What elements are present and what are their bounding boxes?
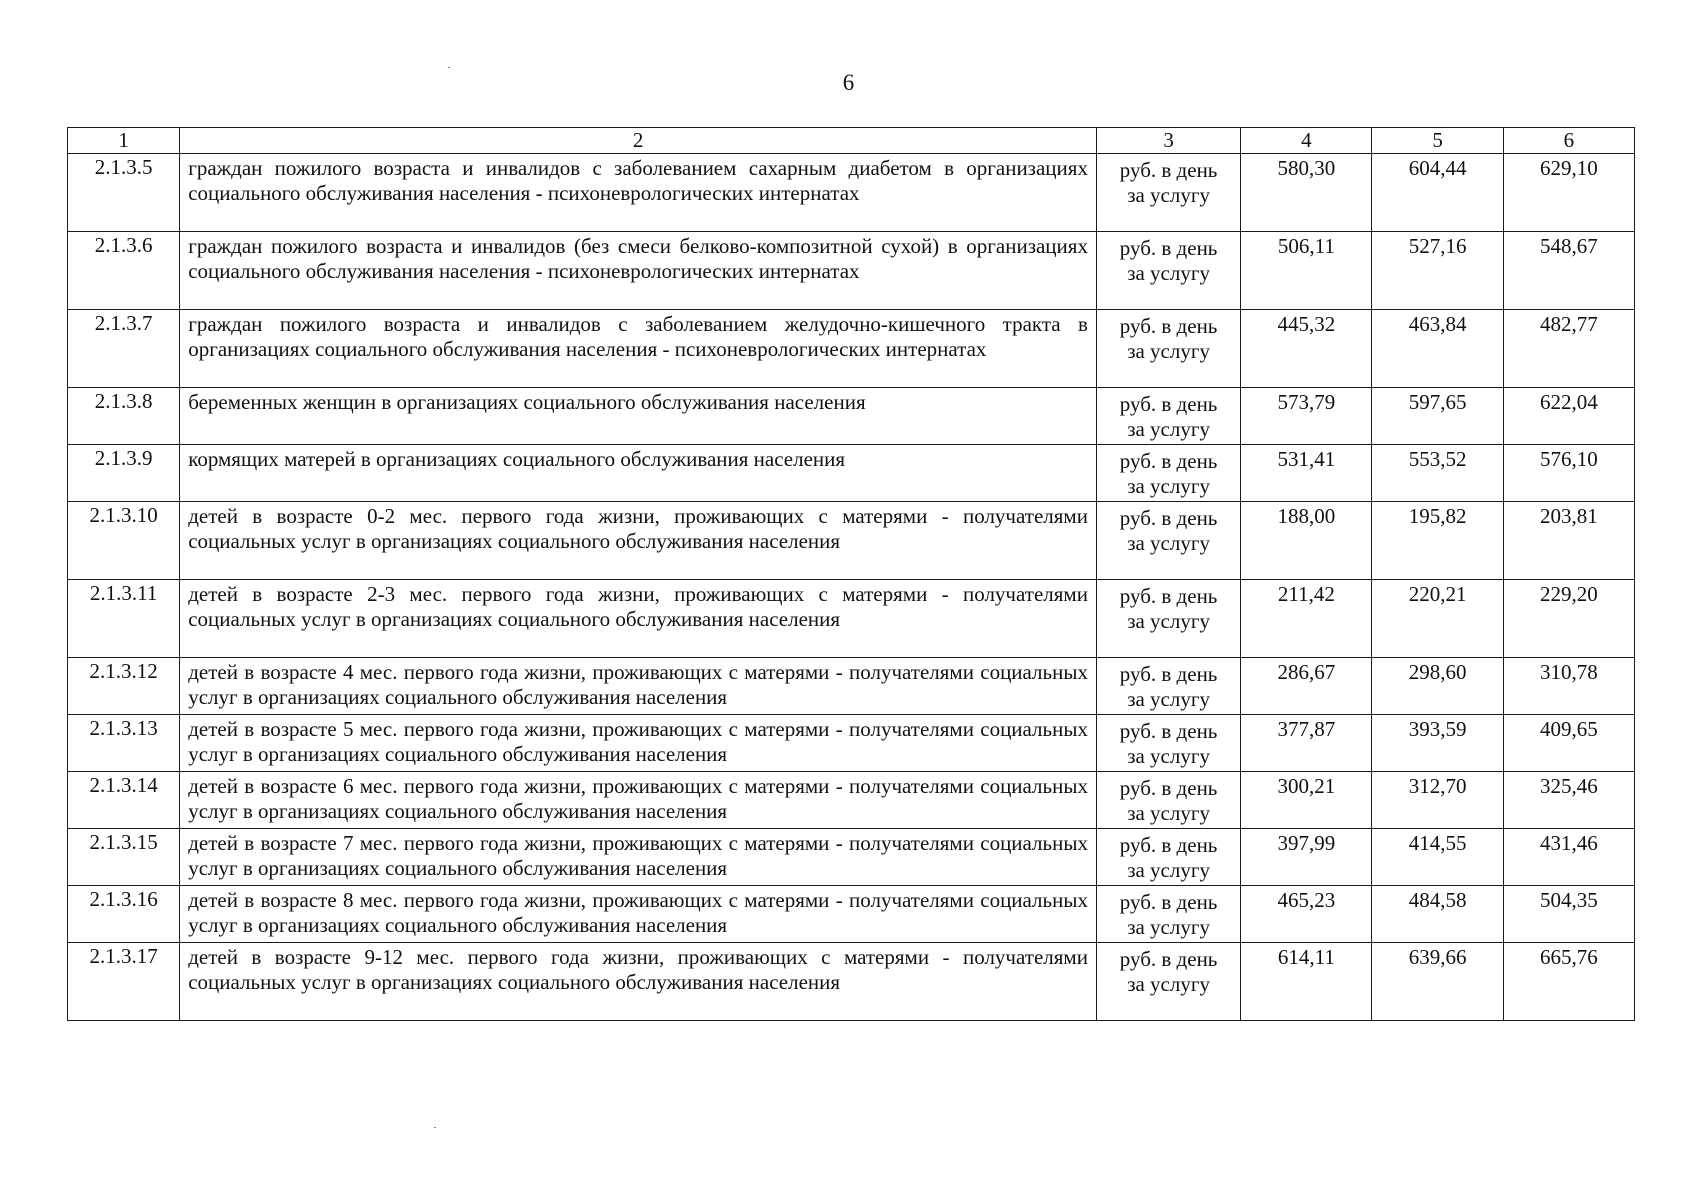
page-number: 6 xyxy=(842,70,855,95)
row-value-col5: 553,52 xyxy=(1372,445,1503,502)
tariff-table xyxy=(67,127,1635,1021)
row-value-col5: 298,60 xyxy=(1372,658,1503,715)
row-description: детей в возрасте 5 мес. первого года жизни, проживающих с матерями - получателями социальных услуг в организациях социального обслуживания населения xyxy=(180,715,1097,772)
row-value-col4: 188,00 xyxy=(1241,502,1372,580)
row-value-col5: 463,84 xyxy=(1372,310,1503,388)
row-code: 2.1.3.14 xyxy=(68,772,180,829)
table-row xyxy=(68,232,1635,310)
row-value-col6: 325,46 xyxy=(1503,772,1634,829)
row-value-col6: 629,10 xyxy=(1503,154,1634,232)
row-code: 2.1.3.10 xyxy=(68,502,180,580)
row-value-col4: 614,11 xyxy=(1241,943,1372,1021)
table-header-row xyxy=(68,128,1635,154)
row-value-col6: 504,35 xyxy=(1503,886,1634,943)
row-value-col5: 195,82 xyxy=(1372,502,1503,580)
scan-speck xyxy=(434,1127,436,1128)
row-value-col5: 639,66 xyxy=(1372,943,1503,1021)
row-description: детей в возрасте 6 мес. первого года жизни, проживающих с матерями - получателями социальных услуг в организациях социального обслуживания населения xyxy=(180,772,1097,829)
column-header: 3 xyxy=(1096,128,1240,154)
row-description: граждан пожилого возраста и инвалидов (без смеси белково-композитной сухой) в организациях социального обслуживания населения - психоневрологических интернатах xyxy=(180,232,1097,310)
row-value-col4: 211,42 xyxy=(1241,580,1372,658)
row-value-col5: 484,58 xyxy=(1372,886,1503,943)
row-value-col5: 604,44 xyxy=(1372,154,1503,232)
row-value-col6: 622,04 xyxy=(1503,388,1634,445)
row-value-col5: 393,59 xyxy=(1372,715,1503,772)
column-header: 6 xyxy=(1503,128,1634,154)
table-row xyxy=(68,943,1635,1021)
row-code: 2.1.3.15 xyxy=(68,829,180,886)
row-value-col4: 531,41 xyxy=(1241,445,1372,502)
row-value-col6: 409,65 xyxy=(1503,715,1634,772)
table-row xyxy=(68,772,1635,829)
row-unit: руб. в день за услугу xyxy=(1096,658,1240,715)
row-value-col6: 431,46 xyxy=(1503,829,1634,886)
row-value-col5: 597,65 xyxy=(1372,388,1503,445)
row-unit: руб. в день за услугу xyxy=(1096,310,1240,388)
row-description: детей в возрасте 4 мес. первого года жизни, проживающих с матерями - получателями социальных услуг в организациях социального обслуживания населения xyxy=(180,658,1097,715)
row-description: детей в возрасте 2-3 мес. первого года жизни, проживающих с матерями - получателями социальных услуг в организациях социального обслуживания населения xyxy=(180,580,1097,658)
row-value-col6: 482,77 xyxy=(1503,310,1634,388)
row-code: 2.1.3.5 xyxy=(68,154,180,232)
column-header: 5 xyxy=(1372,128,1503,154)
row-code: 2.1.3.6 xyxy=(68,232,180,310)
row-unit: руб. в день за услугу xyxy=(1096,772,1240,829)
row-value-col4: 465,23 xyxy=(1241,886,1372,943)
row-code: 2.1.3.13 xyxy=(68,715,180,772)
row-code: 2.1.3.17 xyxy=(68,943,180,1021)
row-value-col5: 220,21 xyxy=(1372,580,1503,658)
row-unit: руб. в день за услугу xyxy=(1096,502,1240,580)
row-value-col5: 414,55 xyxy=(1372,829,1503,886)
row-description: граждан пожилого возраста и инвалидов с заболеванием сахарным диабетом в организациях социального обслуживания населения - психоневрологических интернатах xyxy=(180,154,1097,232)
row-unit: руб. в день за услугу xyxy=(1096,886,1240,943)
column-header: 2 xyxy=(180,128,1097,154)
table-row xyxy=(68,445,1635,502)
row-unit: руб. в день за услугу xyxy=(1096,943,1240,1021)
row-description: беременных женщин в организациях социального обслуживания населения xyxy=(180,388,1097,445)
table-row xyxy=(68,886,1635,943)
column-header: 4 xyxy=(1241,128,1372,154)
table-row xyxy=(68,715,1635,772)
table-row xyxy=(68,310,1635,388)
table-row xyxy=(68,580,1635,658)
row-value-col4: 397,99 xyxy=(1241,829,1372,886)
row-value-col6: 203,81 xyxy=(1503,502,1634,580)
row-unit: руб. в день за услугу xyxy=(1096,445,1240,502)
row-code: 2.1.3.7 xyxy=(68,310,180,388)
row-description: детей в возрасте 7 мес. первого года жизни, проживающих с матерями - получателями социальных услуг в организациях социального обслуживания населения xyxy=(180,829,1097,886)
row-value-col4: 445,32 xyxy=(1241,310,1372,388)
table-row xyxy=(68,388,1635,445)
row-unit: руб. в день за услугу xyxy=(1096,232,1240,310)
row-description: детей в возрасте 8 мес. первого года жизни, проживающих с матерями - получателями социальных услуг в организациях социального обслуживания населения xyxy=(180,886,1097,943)
row-value-col6: 310,78 xyxy=(1503,658,1634,715)
row-code: 2.1.3.8 xyxy=(68,388,180,445)
table-row xyxy=(68,829,1635,886)
row-description: кормящих матерей в организациях социального обслуживания населения xyxy=(180,445,1097,502)
row-description: граждан пожилого возраста и инвалидов с заболеванием желудочно-кишечного тракта в организациях социального обслуживания населения - психоневрологических интернатах xyxy=(180,310,1097,388)
row-value-col6: 576,10 xyxy=(1503,445,1634,502)
row-value-col4: 580,30 xyxy=(1241,154,1372,232)
table-body xyxy=(68,154,1635,1021)
row-value-col4: 300,21 xyxy=(1241,772,1372,829)
column-header: 1 xyxy=(68,128,180,154)
row-code: 2.1.3.16 xyxy=(68,886,180,943)
row-unit: руб. в день за услугу xyxy=(1096,388,1240,445)
row-value-col4: 506,11 xyxy=(1241,232,1372,310)
table-row xyxy=(68,658,1635,715)
row-unit: руб. в день за услугу xyxy=(1096,829,1240,886)
row-value-col4: 286,67 xyxy=(1241,658,1372,715)
row-code: 2.1.3.12 xyxy=(68,658,180,715)
row-value-col5: 527,16 xyxy=(1372,232,1503,310)
row-value-col4: 573,79 xyxy=(1241,388,1372,445)
table-row xyxy=(68,154,1635,232)
row-code: 2.1.3.9 xyxy=(68,445,180,502)
row-code: 2.1.3.11 xyxy=(68,580,180,658)
row-unit: руб. в день за услугу xyxy=(1096,715,1240,772)
row-value-col4: 377,87 xyxy=(1241,715,1372,772)
row-description: детей в возрасте 0-2 мес. первого года жизни, проживающих с матерями - получателями социальных услуг в организациях социального обслуживания населения xyxy=(180,502,1097,580)
row-unit: руб. в день за услугу xyxy=(1096,154,1240,232)
scan-speck xyxy=(448,67,450,68)
row-value-col6: 665,76 xyxy=(1503,943,1634,1021)
row-value-col6: 548,67 xyxy=(1503,232,1634,310)
row-value-col5: 312,70 xyxy=(1372,772,1503,829)
row-unit: руб. в день за услугу xyxy=(1096,580,1240,658)
row-value-col6: 229,20 xyxy=(1503,580,1634,658)
table-row xyxy=(68,502,1635,580)
row-description: детей в возрасте 9-12 мес. первого года жизни, проживающих с матерями - получателями социальных услуг в организациях социального обслуживания населения xyxy=(180,943,1097,1021)
